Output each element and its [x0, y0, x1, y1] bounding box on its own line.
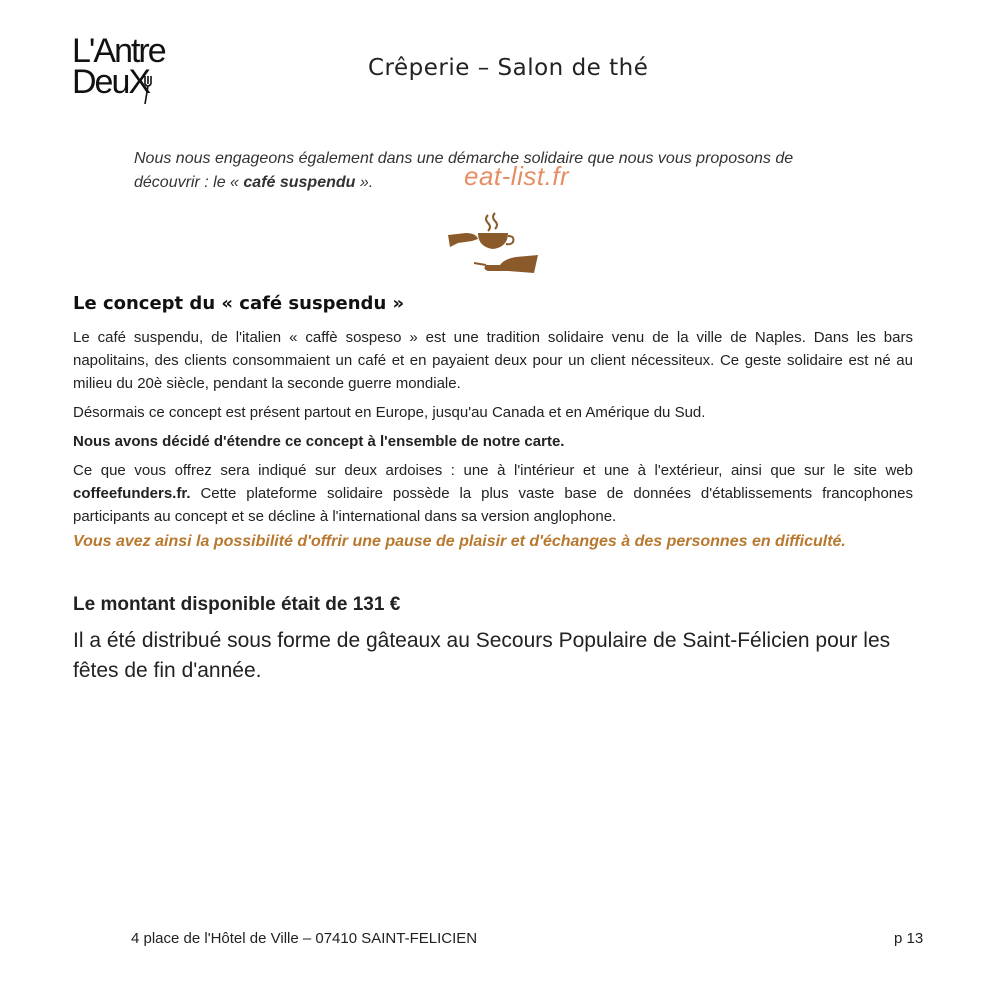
paragraph-europe: Désormais ce concept est présent partout en Europe, jusqu'au Canada et en Amérique du Sud. — [73, 404, 706, 421]
slates-text-before: Ce que vous offrez sera indiqué sur deux ardoises : une à l'intérieur et une à l'extérieur, ainsi que sur le site web — [73, 462, 913, 479]
page-number: p 13 — [894, 930, 924, 947]
slates-text-after: Cette plateforme solidaire possède la plus vaste base de données d'établissements francophones participants au concept et se décline à l'international dans sa version anglophone. — [73, 485, 913, 525]
amount-text: Il a été distribué sous forme de gâteaux au Secours Populaire de Saint-Félicien pour les fêtes de fin d'année. — [73, 629, 891, 682]
paragraph-history: Le café suspendu, de l'italien « caffè sospeso » est une tradition solidaire venu de la ville de Naples. Dans les bars napolitains, des clients consommaient un café et en payaient deux pour un client nécessiteux. Ce geste solidaire est né au milieu du 20è siècle, pendant la seconde guerre mondiale. — [73, 329, 913, 392]
section-title: Le concept du « café suspendu » — [73, 293, 405, 314]
watermark: eat-list.fr — [464, 161, 570, 191]
logo-line-2: DeuX — [72, 63, 150, 101]
highlight-sentence: Vous avez ainsi la possibilité d'offrir une pause de plaisir et d'échanges à des personnes en difficulté. — [73, 533, 846, 550]
intro-text-after: ». — [355, 174, 374, 191]
intro-text-before: Nous nous engageons également dans une démarche solidaire que nous vous proposons de découvrir : le « — [134, 150, 794, 191]
logo — [72, 32, 165, 108]
intro-highlight: café suspendu — [243, 174, 356, 191]
page-header-title: Crêperie – Salon de thé — [368, 55, 649, 81]
section-body — [73, 326, 913, 534]
logo-line-1: L'Antre — [72, 32, 165, 70]
fork-icon — [142, 74, 158, 106]
amount-title: Le montant disponible était de 131 € — [73, 594, 401, 615]
footer-address: 4 place de l'Hôtel de Ville – 07410 SAINT-FELICIEN — [131, 930, 478, 947]
hands-coffee-cup-icon — [446, 211, 540, 277]
coffeefunders-link: coffeefunders.fr. — [73, 485, 191, 502]
paragraph-decision: Nous avons décidé d'étendre ce concept à l'ensemble de notre carte. — [73, 433, 565, 450]
paragraph-slates — [73, 459, 913, 528]
